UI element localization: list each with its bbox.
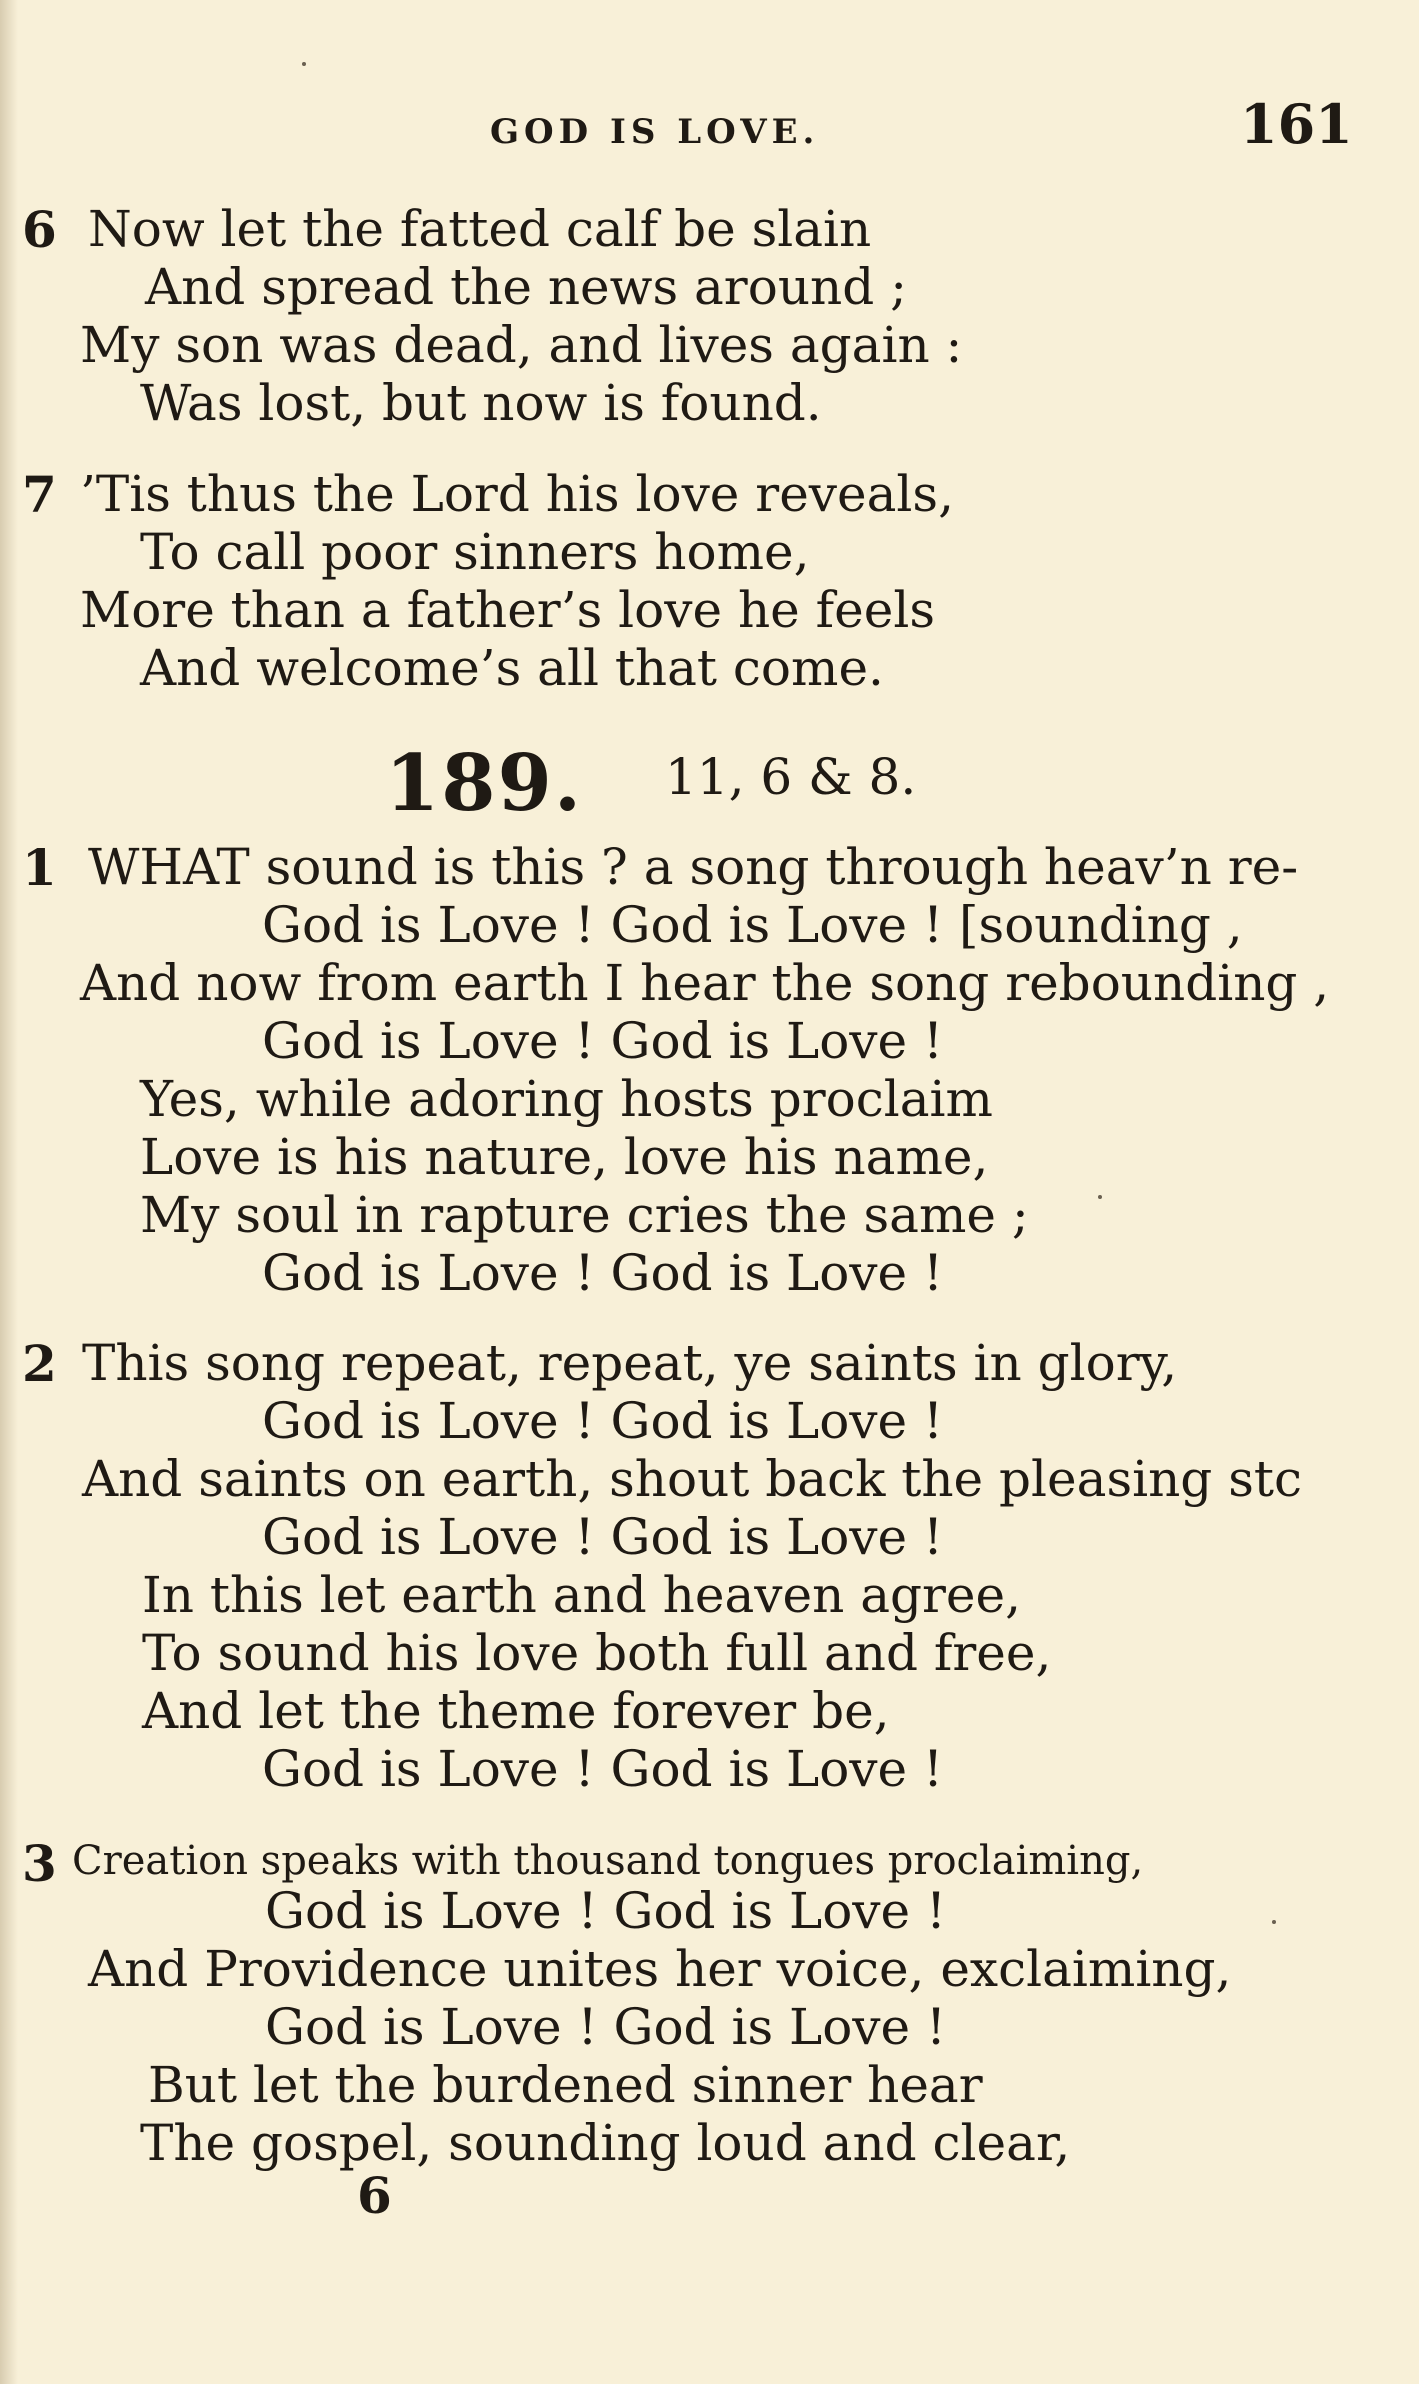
hymn-meter: 11, 6 & 8. xyxy=(665,748,917,806)
verse-line: This song repeat, repeat, ye saints in glory, xyxy=(82,1334,1178,1392)
refrain-line: God is Love ! God is Love ! xyxy=(262,1244,944,1302)
refrain-line: God is Love ! God is Love ! [sounding , xyxy=(262,896,1243,954)
hymn-number: 189. xyxy=(385,738,583,829)
page-gutter-edge xyxy=(0,0,18,2384)
verse-number-2: 2 xyxy=(22,1334,57,1393)
verse-line: Yes, while adoring hosts proclaim xyxy=(140,1070,993,1128)
verse-line: And let the theme forever be, xyxy=(142,1682,890,1740)
verse-line: And saints on earth, shout back the pleasing stc xyxy=(82,1450,1302,1508)
running-head: GOD IS LOVE. xyxy=(490,112,820,152)
verse-line: My soul in rapture cries the same ; xyxy=(140,1186,1029,1244)
verse-number-7: 7 xyxy=(22,465,57,524)
verse-line: And Providence unites her voice, exclaiming, xyxy=(88,1940,1232,1998)
verse-number-6: 6 xyxy=(22,200,57,259)
signature-mark: 6 xyxy=(357,2166,392,2225)
refrain-line: God is Love ! God is Love ! xyxy=(262,1392,944,1450)
verse-line: And welcome’s all that come. xyxy=(140,639,884,697)
verse-line: More than a father’s love he feels xyxy=(80,581,935,639)
verse-line: And spread the news around ; xyxy=(145,258,907,316)
verse-line: To call poor sinners home, xyxy=(140,523,810,581)
refrain-line: God is Love ! God is Love ! xyxy=(265,1998,947,2056)
refrain-line: God is Love ! God is Love ! xyxy=(265,1882,947,1940)
verse-line: My son was dead, and lives again : xyxy=(80,316,963,374)
verse-line: Was lost, but now is found. xyxy=(140,374,822,432)
scan-speck xyxy=(1272,1920,1276,1924)
verse-line: Now let the fatted calf be slain xyxy=(88,200,872,258)
refrain-line: God is Love ! God is Love ! xyxy=(262,1012,944,1070)
verse-line: But let the burdened sinner hear xyxy=(148,2056,983,2114)
verse-line: And now from earth I hear the song rebounding , xyxy=(80,954,1330,1012)
verse-number-3: 3 xyxy=(22,1834,57,1893)
refrain-line: God is Love ! God is Love ! xyxy=(262,1508,944,1566)
verse-line: Creation speaks with thousand tongues proclaiming, xyxy=(72,1838,1144,1884)
verse-line: WHAT sound is this ? a song through heav’n re- xyxy=(88,838,1299,896)
verse-line: To sound his love both full and free, xyxy=(142,1624,1052,1682)
verse-number-1: 1 xyxy=(22,838,57,897)
verse-line: The gospel, sounding loud and clear, xyxy=(140,2114,1071,2172)
verse-line: Love is his nature, love his name, xyxy=(140,1128,989,1186)
scan-speck xyxy=(302,62,306,66)
refrain-line: God is Love ! God is Love ! xyxy=(262,1740,944,1798)
verse-line: ’Tis thus the Lord his love reveals, xyxy=(80,465,954,523)
page-number: 161 xyxy=(1240,92,1353,156)
scan-speck xyxy=(1098,1195,1102,1199)
verse-line: In this let earth and heaven agree, xyxy=(142,1566,1021,1624)
